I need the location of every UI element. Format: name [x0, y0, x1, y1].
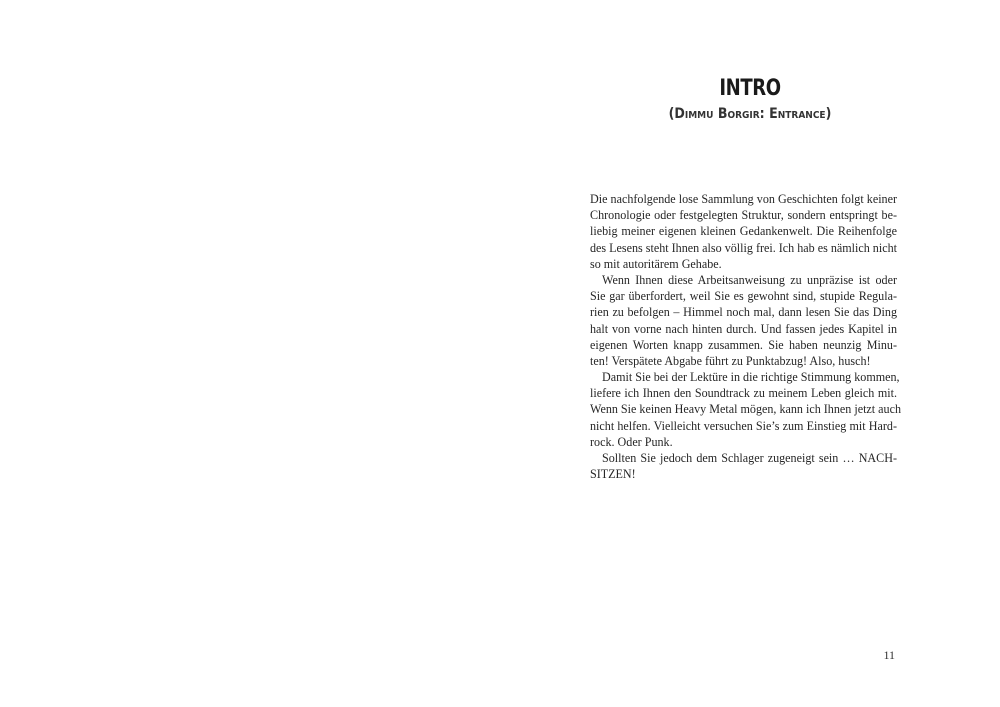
- text-line: Sie gar überfordert, weil Sie es gewohnt sind, stupide Regula-: [590, 289, 897, 304]
- text-line: so mit autoritärem Gehabe.: [590, 256, 722, 271]
- text-line: Chronologie oder festgelegten Struktur, sondern entspringt be-: [590, 208, 897, 223]
- text-line: Sollten Sie jedoch dem Schlager zugeneigt sein … NACH-: [602, 451, 897, 465]
- text-line: eigenen Worten knapp zusammen. Sie haben neunzig Minu-: [590, 337, 897, 352]
- text-line: ten! Verspätete Abgabe führt zu Punktabzug! Also, husch!: [590, 353, 871, 368]
- text-line: SITZEN!: [590, 467, 636, 482]
- text-line: liebig meiner eigenen kleinen Gedankenwelt. Die Reihenfolge: [590, 224, 897, 239]
- text-line: rien zu befolgen – Himmel noch mal, dann lesen Sie das Ding: [590, 305, 897, 320]
- text-line: halt von vorne nach hinten durch. Und fassen jedes Kapitel in: [590, 321, 897, 336]
- text-line: Damit Sie bei der Lektüre in die richtige Stimmung kommen,: [602, 370, 900, 385]
- chapter-body: [590, 191, 902, 482]
- text-line: Wenn Ihnen diese Arbeitsanweisung zu unpräzise ist oder: [602, 272, 897, 287]
- text-line: liefere ich Ihnen den Soundtrack zu meinem Leben gleich mit.: [590, 386, 897, 401]
- chapter-title: INTRO: [719, 76, 781, 101]
- text-line: des Lesens steht Ihnen also völlig frei. Ich hab es nämlich nicht: [590, 240, 897, 255]
- right-page: [500, 0, 1000, 707]
- page-number: 11: [883, 648, 895, 662]
- text-line: Wenn Sie keinen Heavy Metal mögen, kann ich Ihnen jetzt auch: [590, 402, 902, 417]
- chapter-subtitle: (Dimmu Borgir: Entrance): [668, 106, 832, 122]
- text-line: Die nachfolgende lose Sammlung von Geschichten folgt keiner: [590, 192, 897, 206]
- text-line: rock. Oder Punk.: [590, 434, 673, 449]
- text-line: nicht helfen. Vielleicht versuchen Sie’s zum Einstieg mit Hard-: [590, 418, 897, 433]
